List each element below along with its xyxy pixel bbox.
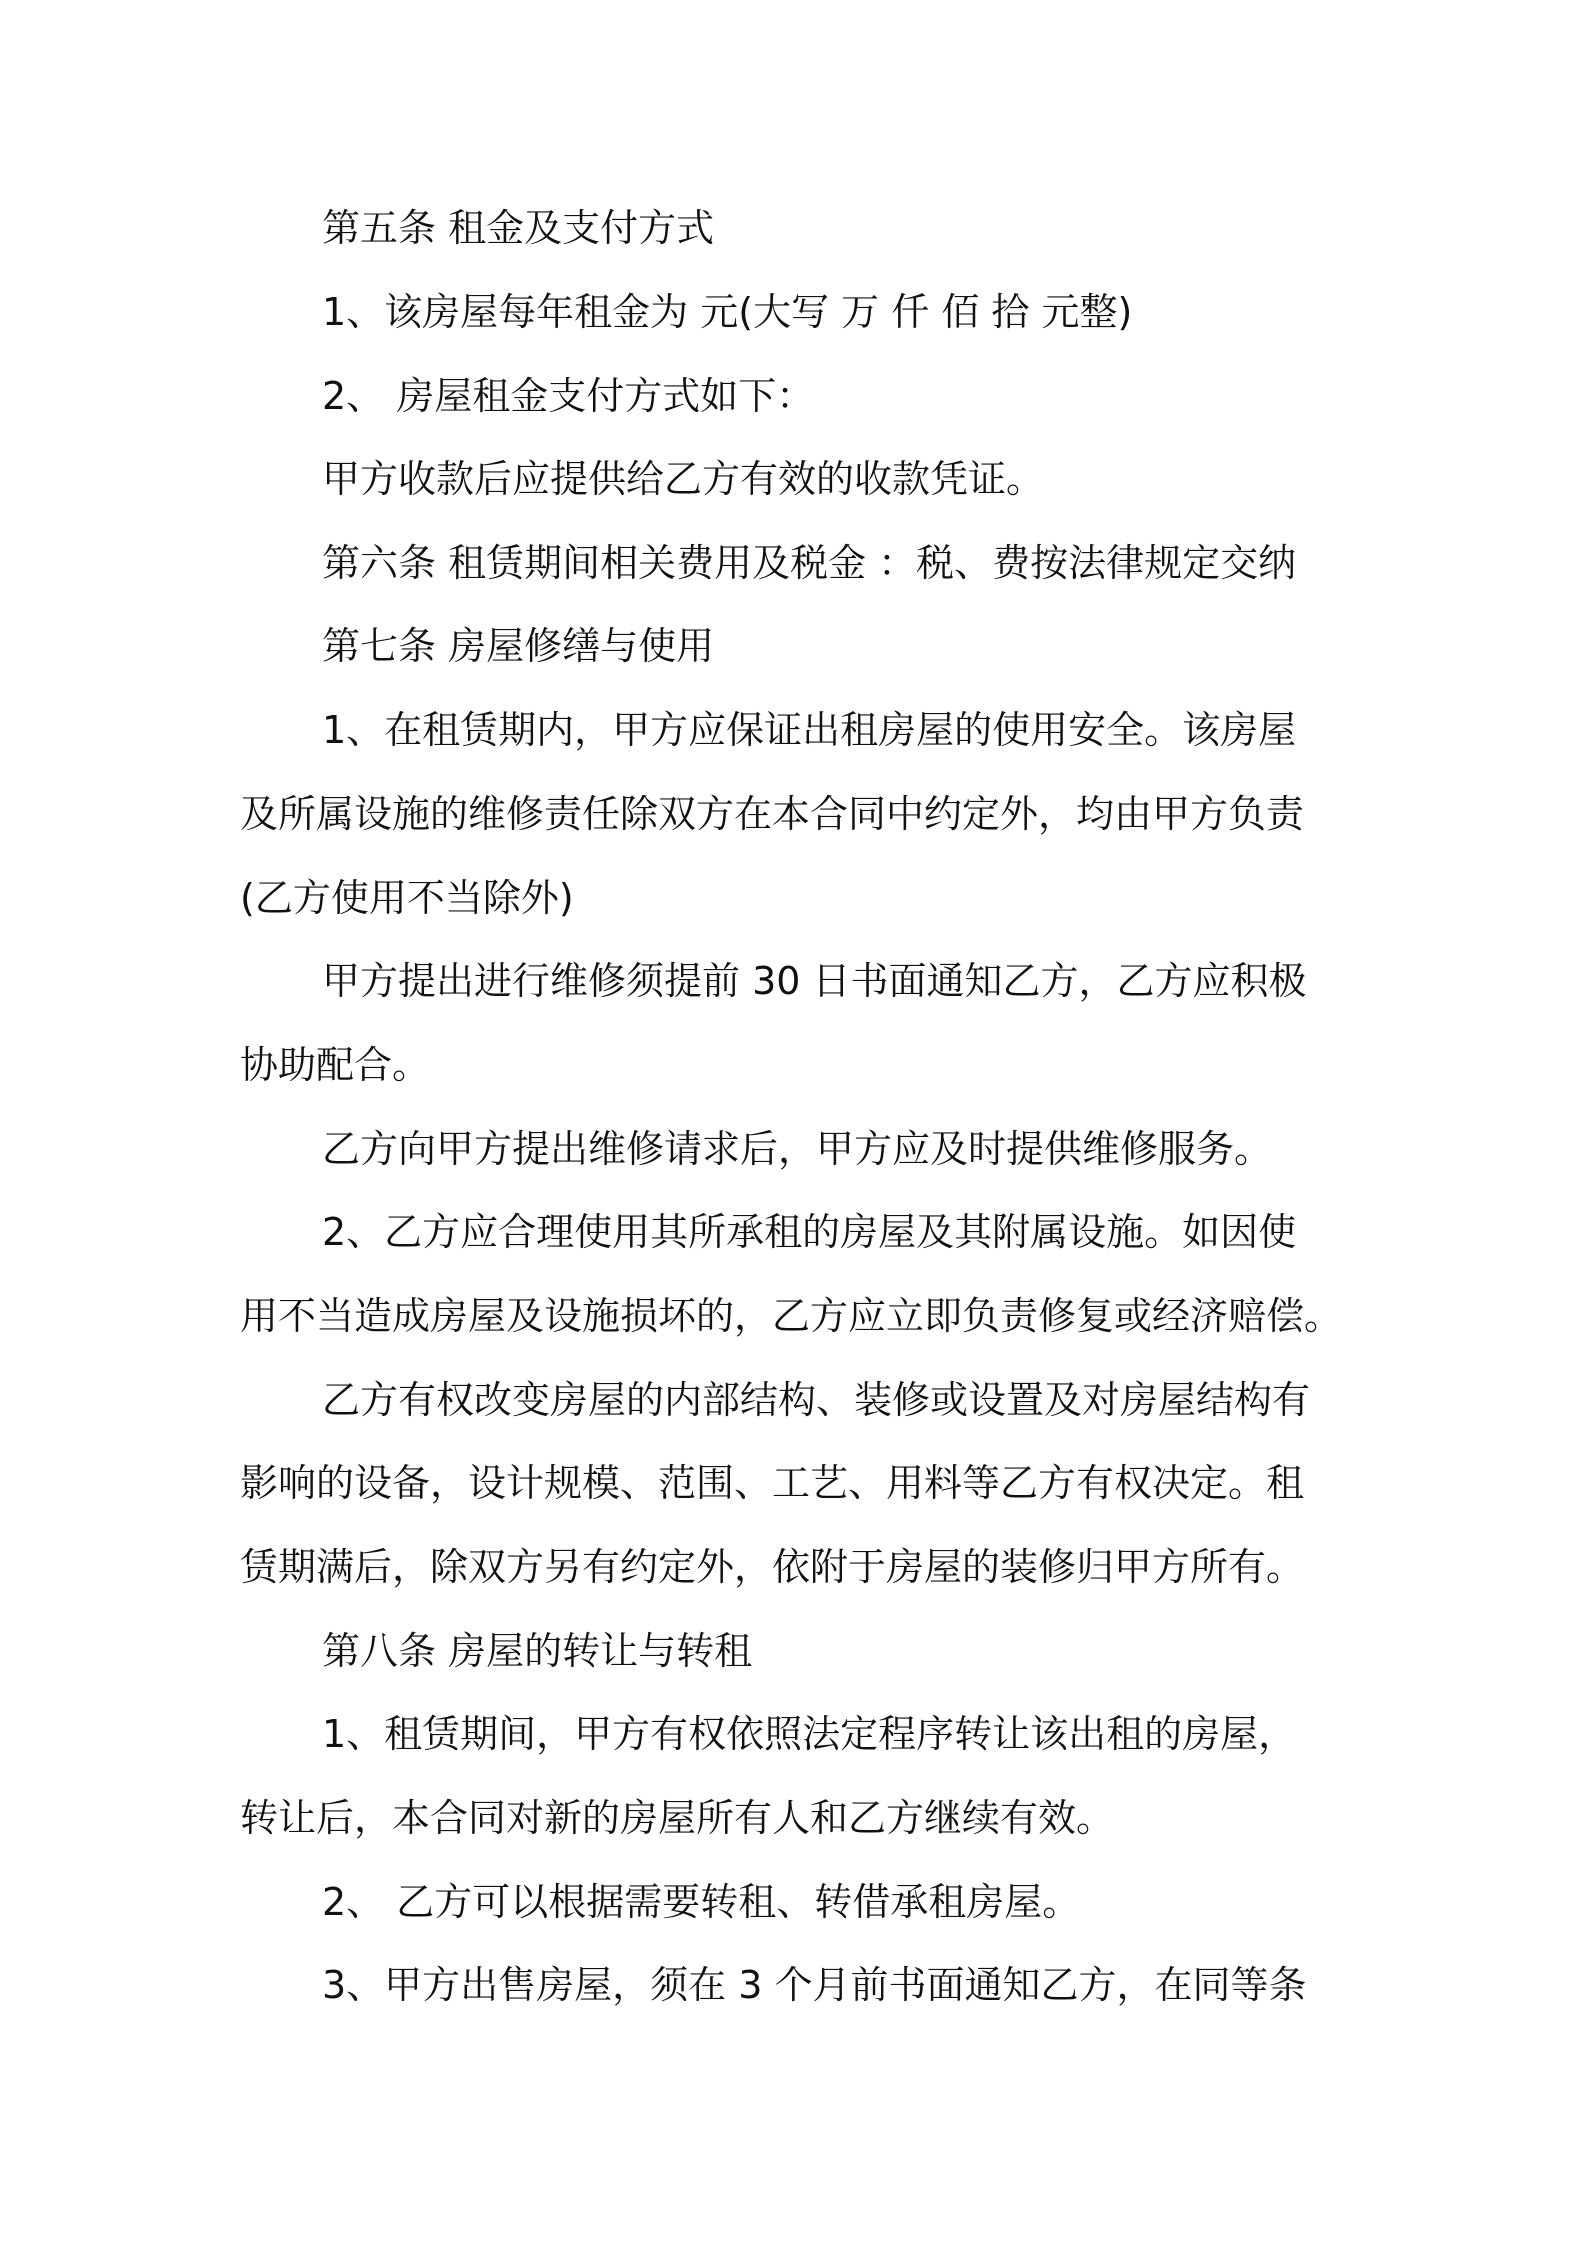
paragraph-line: 1、在租赁期内，甲方应保证出租房屋的使用安全。该房屋 [322, 708, 1297, 752]
paragraph-line: 赁期满后，除双方另有约定外，依附于房屋的装修归甲方所有。 [240, 1545, 1305, 1589]
paragraph-line: 1、该房屋每年租金为 元(大写 万 仟 佰 拾 元整) [322, 290, 1133, 334]
article-7-heading: 第七条 房屋修缮与使用 [322, 624, 715, 668]
article-6-heading: 第六条 租赁期间相关费用及税金 ：税、费按法律规定交纳 [322, 541, 1297, 585]
paragraph-line: 转让后，本合同对新的房屋所有人和乙方继续有效。 [240, 1796, 1115, 1840]
paragraph-line: (乙方使用不当除外) [240, 876, 574, 920]
article-8-heading: 第八条 房屋的转让与转租 [322, 1629, 753, 1673]
paragraph-line: 协助配合。 [240, 1043, 431, 1087]
paragraph-line: 3、甲方出售房屋，须在 3 个月前书面通知乙方，在同等条 [322, 1963, 1307, 2007]
paragraph-line: 乙方有权改变房屋的内部结构、装修或设置及对房屋结构有 [322, 1378, 1311, 1422]
paragraph-line: 1、租赁期间，甲方有权依照法定程序转让该出租的房屋， [322, 1712, 1297, 1756]
paragraph-line: 2、 房屋租金支付方式如下： [322, 374, 815, 418]
paragraph-line: 甲方收款后应提供给乙方有效的收款凭证。 [322, 457, 1045, 501]
paragraph-line: 2、 乙方可以根据需要转租、转借承租房屋。 [322, 1880, 1081, 1924]
paragraph-line: 乙方向甲方提出维修请求后，甲方应及时提供维修服务。 [322, 1127, 1273, 1171]
paragraph-line: 甲方提出进行维修须提前 30 日书面通知乙方，乙方应积极 [322, 959, 1307, 1003]
paragraph-line: 2、乙方应合理使用其所承租的房屋及其附属设施。如因使 [322, 1210, 1297, 1254]
paragraph-line: 及所属设施的维修责任除双方在本合同中约定外，均由甲方负责 [240, 792, 1305, 836]
article-5-heading: 第五条 租金及支付方式 [322, 206, 715, 250]
paragraph-line: 影响的设备，设计规模、范围、工艺、用料等乙方有权决定。租 [240, 1461, 1305, 1505]
paragraph-line: 用不当造成房屋及设施损坏的，乙方应立即负责修复或经济赔偿。 [240, 1294, 1343, 1338]
